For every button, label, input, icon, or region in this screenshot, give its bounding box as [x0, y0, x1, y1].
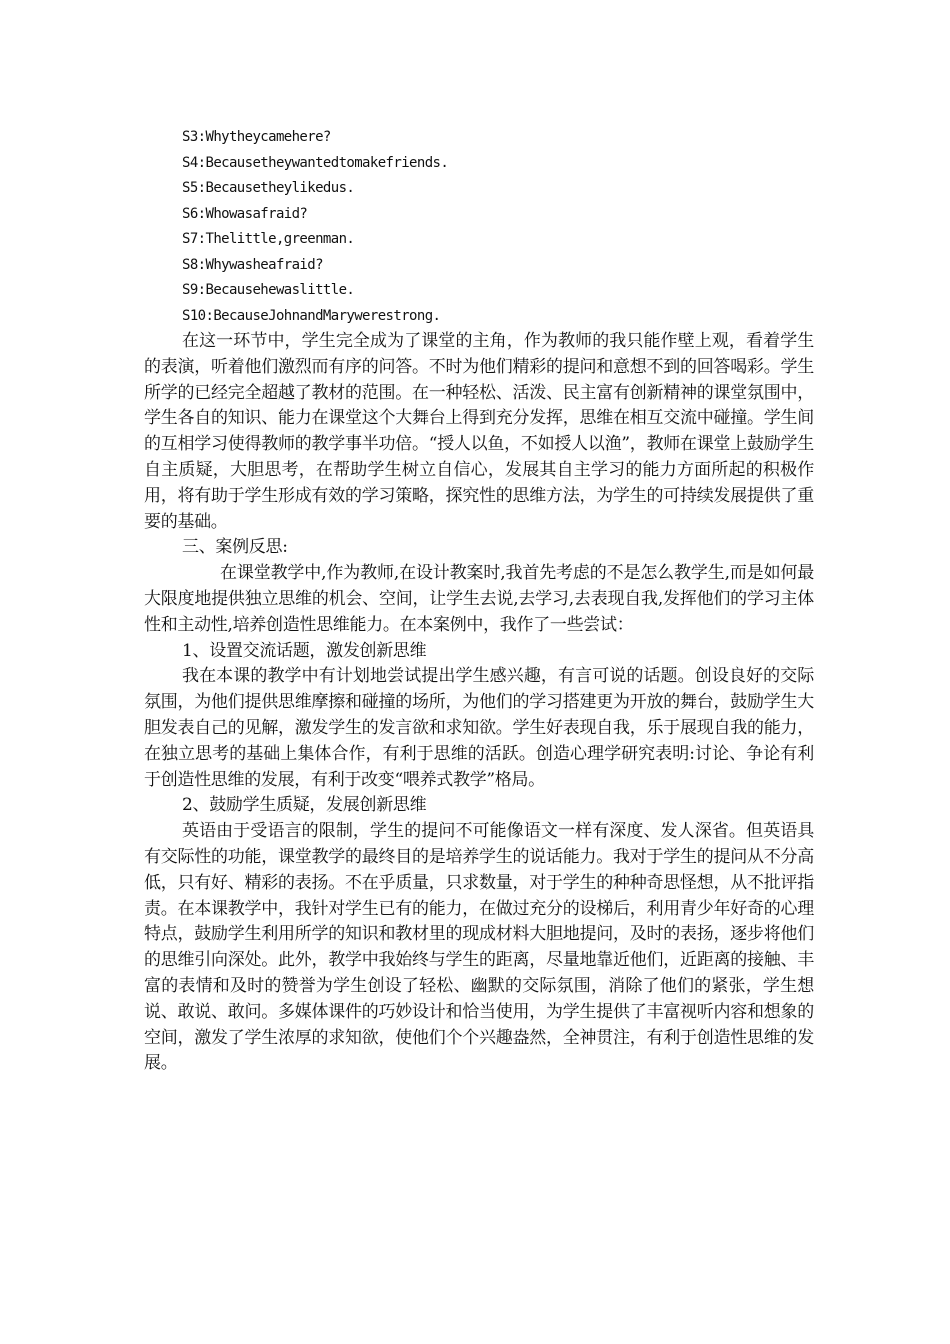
dialogue-line-s5: S5:Becausetheylikedus.	[182, 180, 355, 196]
subheading-communication-topics: 1、设置交流话题，激发创新思维	[182, 640, 427, 661]
paragraph-classroom-reflection: 在这一环节中，学生完全成为了课堂的主角，作为教师的我只能作壁上观，看着学生的表演，听着他们激烈而有序的问答。不时为他们精彩的提问和意想不到的回答喝彩。学生所学的已经完全超越了教材的范围。在一种轻松、活泼、民主富有创新精神的课堂氛围中，学生各自的知识、能力在课堂这个大舞台上得到充分发挥，思维在相互交流中碰撞。学生间的互相学习使得教师的教学事半功倍。“授人以鱼，不如授人以渔”，教师在课堂上鼓励学生自主质疑，大胆思考，在帮助学生树立自信心，发展其自主学习的能力方面所起的积极作用，将有助于学生形成有效的学习策略，探究性的思维方法，为学生的可持续发展提供了重要的基础。	[144, 331, 814, 532]
subheading-encourage-questions: 2、鼓励学生质疑，发展创新思维	[182, 795, 427, 816]
dialogue-line-s10: S10:BecauseJohnandMarywerestrong.	[182, 307, 441, 324]
dialogue-line-s7: S7:Thelittle,greenman.	[182, 231, 355, 247]
dialogue-line-s3: S3:Whytheycamehere?	[182, 129, 331, 145]
paragraph-encourage-questions: 英语由于受语言的限制，学生的提问不可能像语文一样有深度、发人深省。但英语具有交际性的功能，课堂教学的最终目的是培养学生的说话能力。我对于学生的提问从不分高低，只有好、精彩的表扬。不在乎质量，只求数量，对于学生的种种奇思怪想，从不批评指责。在本课教学中，我针对学生已有的能力，在做过充分的设梯后，利用青少年好奇的心理特点，鼓励学生利用所学的知识和教材里的现成材料大胆地提问，及时的表扬，逐步将他们的思维引向深处。此外，教学中我始终与学生的距离，尽量地靠近他们，近距离的接触、丰富的表情和及时的赞誉为学生创设了轻松、幽默的交际氛围，消除了他们的紧张，学生想说、敢说、敢问。多媒体课件的巧妙设计和恰当使用，为学生提供了丰富视听内容和想象的空间，激发了学生浓厚的求知欲，使他们个个兴趣盎然，全神贯注，有利于创造性思维的发展。	[144, 821, 814, 1074]
dialogue-line-s6: S6:Whowasafraid?	[182, 205, 308, 222]
paragraph-communication-topics: 我在本课的教学中有计划地尝试提出学生感兴趣，有言可说的话题。创设良好的交际氛围，为他们提供思维摩擦和碰撞的场所，为他们的学习搭建更为开放的舞台，鼓励学生大胆发表自己的见解，激发学生的发言欲和求知欲。学生好表现自我，乐于展现自我的能力，在独立思考的基础上集体合作，有利于思维的活跃。创造心理学研究表明:讨论、争论有利于创造性思维的发展，有利于改变“喂养式教学”格局。	[144, 666, 814, 790]
document-body	[144, 125, 814, 1077]
dialogue-line-s9: S9:Becausehewaslittle.	[182, 282, 355, 298]
dialogue-line-s4: S4:Becausetheywantedtomakefriends.	[182, 154, 449, 171]
dialogue-line-s8: S8:Whywasheafraid?	[182, 256, 323, 273]
paragraph-teaching-approach: 在课堂教学中,作为教师,在设计教案时,我首先考虑的不是怎么教学生,而是如何最大限度地提供独立思维的机会、空间，让学生去说,去学习,去表现自我,发挥他们的学习主体性和主动性,培养创造性思维能力。在本案例中，我作了一些尝试：	[144, 563, 814, 635]
section-heading-case-reflection: 三、案例反思:	[182, 537, 288, 558]
